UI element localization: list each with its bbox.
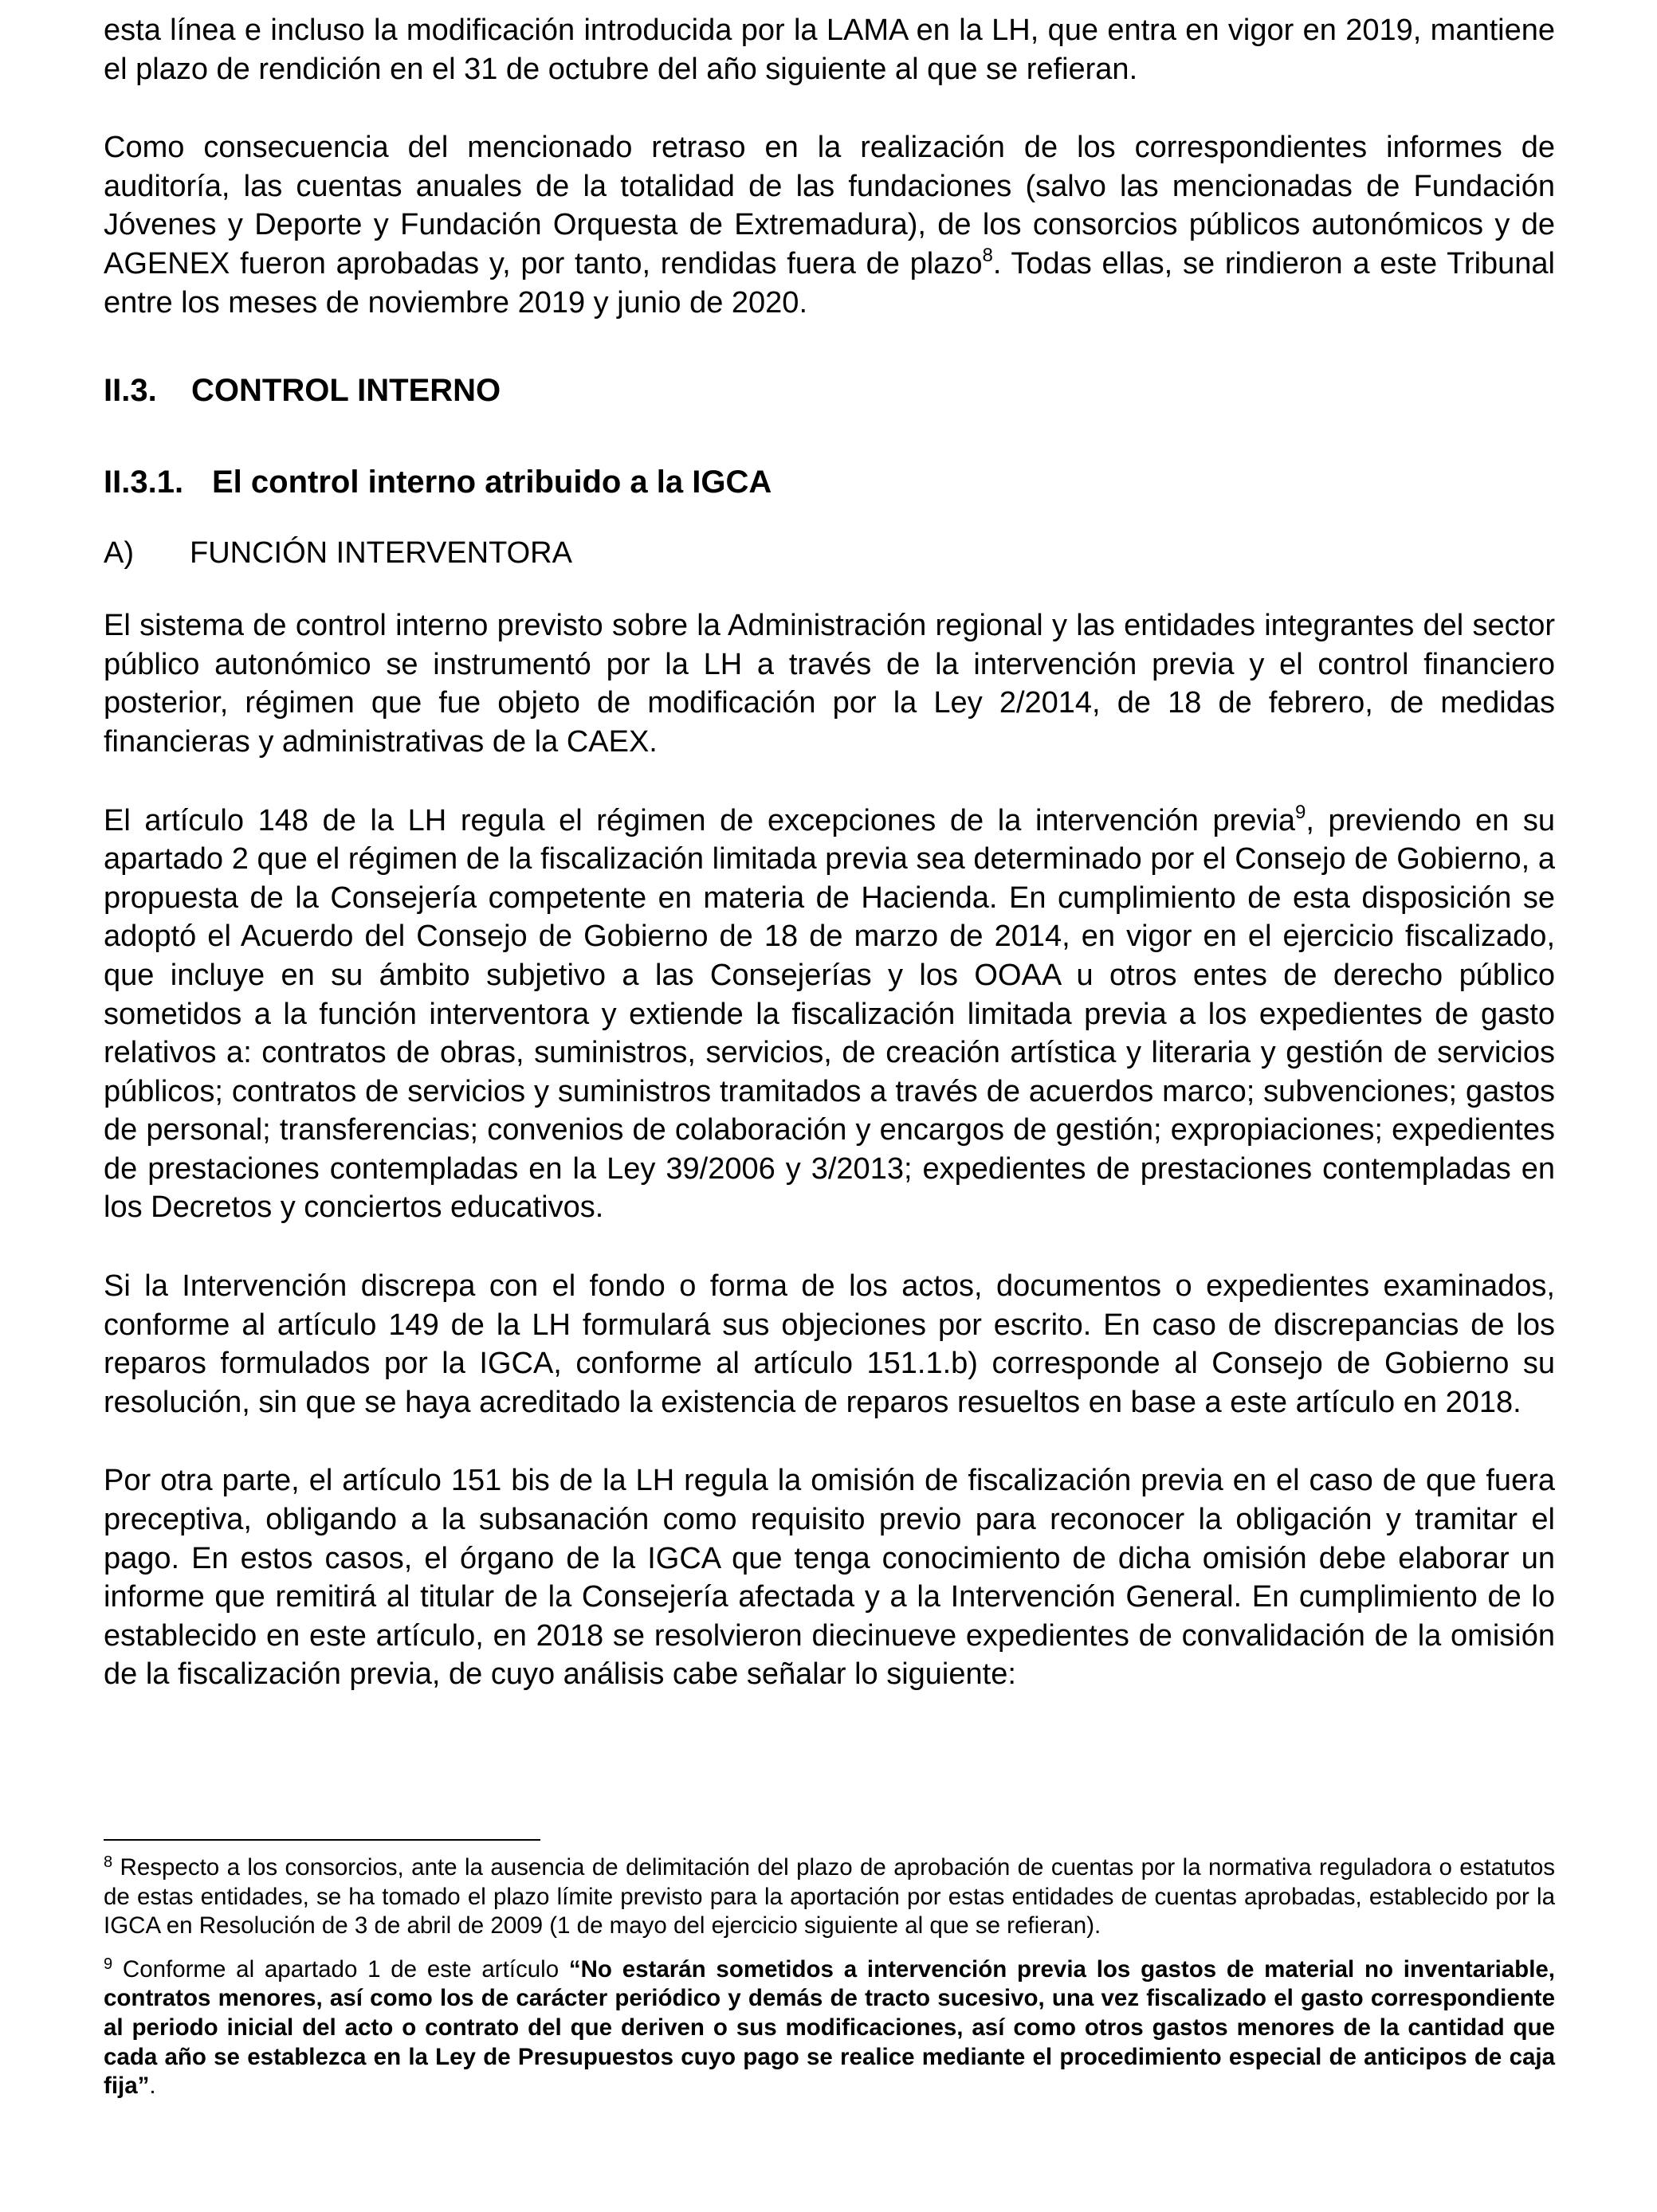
footnote-text: Respecto a los consorcios, ante la ausencia de delimitación del plazo de aprobación de cuentas por la normativa reguladora o estatutos de estas entidades, se ha tomado el plazo límite previsto para la aportación por estas entidades de cuentas aprobadas, establecido por la IGCA en Resolución de 3 de abril de 2009 (1 de mayo del ejercicio siguiente al que se refieran).	[104, 1854, 1555, 1939]
subsubsection-letter: A)	[104, 536, 134, 571]
paragraph-sistema: El sistema de control interno previsto sobre la Administración regional y las entidades integrantes del sector público autonómico se instrumentó por la LH a través de la intervención previa y el control financiero posterior, régimen que fue objeto de modificación por la Ley 2/2014, de 18 de febrero, de medidas financieras y administrativas de la CAEX.	[104, 609, 1555, 759]
footnote-9	[104, 1955, 1555, 2101]
subsection-heading	[104, 463, 1555, 501]
paragraph-omision: Por otra parte, el artículo 151 bis de la LH regula la omisión de fiscalización previa en el caso de que fuera preceptiva, obligando a la subsanación como requisito previo para reconocer la obligación y tramitar el pago. En estos casos, el órgano de la IGCA que tenga conocimiento de dicha omisión debe elaborar un informe que remitirá al titular de la Consejería afectada y a la Intervención General. En cumplimiento de lo establecido en este artículo, en 2018 se resolvieron diecinueve expedientes de convalidación de la omisión de la fiscalización previa, de cuyo análisis cabe señalar lo siguiente:	[104, 1464, 1555, 1692]
footnote-ref-9[interactable]: 9	[1294, 801, 1306, 823]
footnote-ref-8[interactable]: 8	[982, 244, 993, 266]
footnote-separator	[104, 1839, 540, 1841]
paragraph-retraso-text: Como consecuencia del mencionado retraso en la realización de los correspondientes informes de auditoría, las cuentas anuales de la totalidad de las fundaciones (salvo las mencionadas de Fundación Jóvenes y Deporte y Fundación Orquesta de Extremadura), de los consorcios públicos autonómicos y de AGENEX fueron aprobadas y, por tanto, rendidas fuera de plazo	[104, 131, 1555, 280]
paragraph-continued: esta línea e incluso la modificación introducida por la LAMA en la LH, que entra en vigor en 2019, mantiene el plazo de rendición en el 31 de octubre del año siguiente al que se refieran.	[104, 14, 1555, 86]
subsubsection-title: FUNCIÓN INTERVENTORA	[190, 536, 572, 571]
paragraph-retraso-text-end: . Todas ellas, se rindieron a este Tribunal entre los meses de noviembre 2019 y junio de 2020.	[104, 246, 1555, 320]
subsubsection-heading	[104, 534, 1555, 572]
paragraph-articulo148	[104, 802, 1555, 1228]
section-heading	[104, 371, 1555, 410]
paragraph-articulo148-text-end: , previendo en su apartado 2 que el régimen de la fiscalización limitada previa sea determinado por el Consejo de Gobierno, a propuesta de la Consejería competente en materia de Hacienda. En cumplimiento de esta disposición se adoptó el Acuerdo del Consejo de Gobierno de 18 de marzo de 2014, en vigor en el ejercicio fiscalizado, que incluye en su ámbito subjetivo a las Consejerías y los OOAA u otros entes de derecho público sometidos a la función interventora y extiende la fiscalización limitada previa a los expedientes de gasto relativos a: contratos de obras, suministros, servicios, de creación artística y literaria y gestión de servicios públicos; contratos de servicios y suministros tramitados a través de acuerdos marco; subvenciones; gastos de personal; transferencias; convenios de colaboración y encargos de gestión; expropiaciones; expedientes de prestaciones contempladas en la Ley 39/2006 y 3/2013; expedientes de prestaciones contempladas en los Decretos y conciertos educativos.	[104, 803, 1556, 1225]
section-title: CONTROL INTERNO	[191, 373, 501, 409]
footnote-number: 8	[104, 1853, 113, 1871]
subsection-number: II.3.1.	[104, 465, 184, 500]
paragraph-discrepa: Si la Intervención discrepa con el fondo o forma de los actos, documentos o expedientes examinados, conforme al artículo 149 de la LH formulará sus objeciones por escrito. En caso de discrepancias de los reparos formulados por la IGCA, conforme al artículo 151.1.b) corresponde al Consejo de Gobierno su resolución, sin que se haya acreditado la existencia de reparos resueltos en base a este artículo en 2018.	[104, 1269, 1555, 1419]
footnote-quote: “No estarán sometidos a intervención previa los gastos de material no inventariable, contratos menores, así como los de carácter periódico y demás de tracto sucesivo, una vez fiscalizado el gasto correspondiente al periodo inicial del acto o contrato del que deriven o sus modificaciones, así como otros gastos menores de la cantidad que cada año se establezca en la Ley de Presupuestos cuyo pago se realice mediante el procedimiento especial de anticipos de caja fija”	[104, 1955, 1555, 2100]
footnote-text: Conforme al apartado 1 de este artículo	[122, 1955, 569, 1983]
footnote-number: 9	[104, 1955, 113, 1973]
footnote-text-end: .	[149, 2073, 156, 2100]
paragraph-retraso	[104, 128, 1555, 322]
footnote-8	[104, 1853, 1555, 1941]
footnotes	[104, 1853, 1555, 2101]
section-number: II.3.	[104, 373, 157, 409]
paragraph-articulo148-text: El artículo 148 de la LH regula el régimen de excepciones de la intervención previa	[104, 803, 1295, 837]
subsection-title: El control interno atribuido a la IGCA	[212, 465, 772, 500]
